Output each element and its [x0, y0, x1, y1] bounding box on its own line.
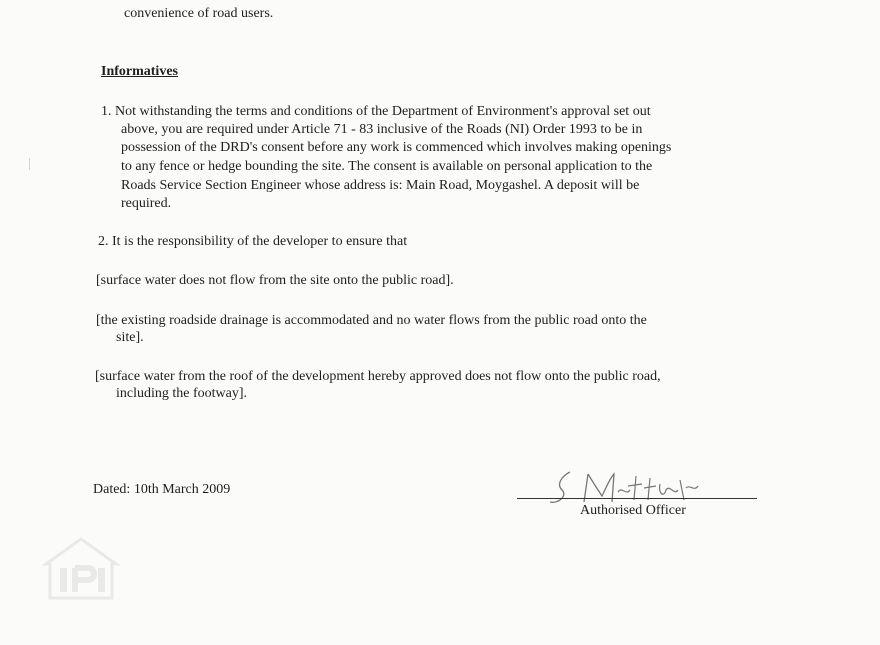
signatory-title: Authorised Officer	[580, 503, 686, 518]
clause-line: including the footway].	[116, 386, 248, 401]
item1-line: required.	[121, 196, 172, 211]
item1-line: possession of the DRD's consent before any work is commenced which involves making openings	[121, 140, 672, 155]
item1-line: above, you are required under Article 71 - 83 inclusive of the Roads (NI) Order 1993 to be in	[121, 122, 643, 137]
clause-line: site].	[116, 330, 144, 345]
previous-condition-tail: convenience of road users.	[124, 6, 274, 21]
date-line: Dated: 10th March 2009	[93, 482, 231, 497]
scan-mark	[29, 158, 34, 170]
house-logo-watermark-icon	[42, 536, 120, 602]
item1-line: 1. Not withstanding the terms and conditions of the Department of Environment's approval set out	[101, 104, 651, 119]
signature-line	[517, 498, 757, 499]
clause-line: [surface water does not flow from the site onto the public road].	[96, 273, 454, 288]
item1-line: Roads Service Section Engineer whose address is: Main Road, Moygashel. A deposit will be	[121, 178, 640, 193]
clause-line: [surface water from the roof of the development hereby approved does not flow onto the public road,	[95, 369, 661, 384]
item2-intro: 2. It is the responsibility of the developer to ensure that	[98, 234, 408, 249]
item1-line: to any fence or hedge bounding the site. The consent is available on personal application to the	[121, 159, 653, 174]
informatives-heading: Informatives	[101, 64, 178, 79]
clause-line: [the existing roadside drainage is accommodated and no water flows from the public road onto the	[96, 313, 647, 328]
